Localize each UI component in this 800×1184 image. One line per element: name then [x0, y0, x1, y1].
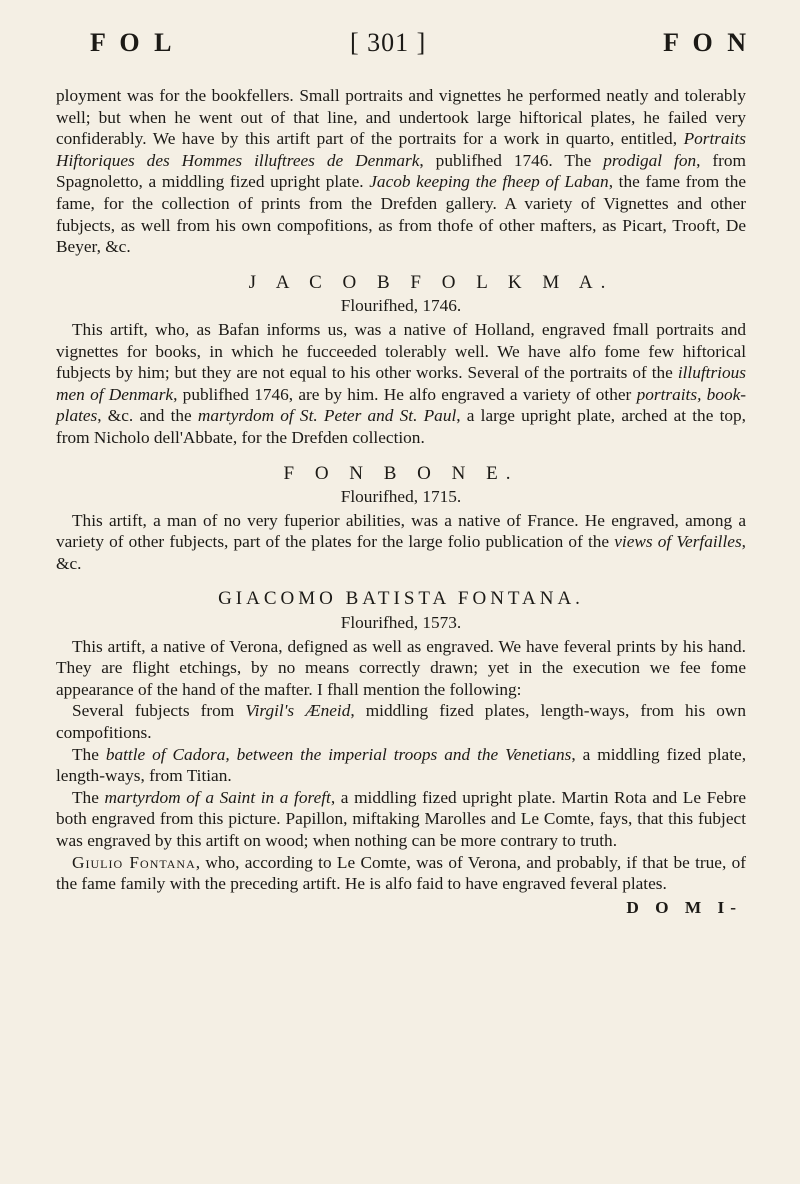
entry-text-fontana-1: This artift, a native of Verona, defigned as well as engraved. We have feveral prints by his hand. They are flight etchings, by no means correctly drawn; yet in the execution we fee fome appearance of the hand of the mafter. I fhall mention the following: — [56, 636, 746, 699]
entry-heading-fontana: GIACOMO BATISTA FONTANA. — [218, 588, 584, 610]
running-header — [90, 28, 750, 68]
entry-text-folkma: This artift, who, as Bafan informs us, was a native of Holland, engraved fmall portraits and vignettes for books, in which he fucceeded tolerably well. We have alfo fome few hiftorical fubjects by him; but they are not equal to his other works. Several of the portraits of the illuftrious men of Denmark, publifhed 1746, are by him. He alfo engraved a variety of other portraits, book-plates, &c. and the martyrdom of St. Peter and St. Paul, a large upright plate, arched at the top, from Nicholo dell'Abbate, for the Drefden collection. — [56, 319, 747, 447]
entry-text-giulio-fontana: Giulio Fontana, who, according to Le Comte, was of Verona, and probably, if that be true, of the fame family with the preceding artift. He is alfo faid to have engraved feveral plates. — [56, 852, 746, 894]
page-number: [ 301 ] — [350, 28, 427, 57]
flourished-folkma: Flourifhed, 1746. — [340, 296, 462, 316]
intro-paragraph: ployment was for the bookfellers. Small portraits and vignettes he performed neatly and tolerably well; but when he went out of that line, and undertook large hiftorical plates, he failed very confiderably. We have by this artift part of the portraits for a work in quarto, entitled, Portraits Hiftoriques des Hommes illuftrees de Denmark, publifhed 1746. The prodigal fon, from Spagnoletto, a middling fized upright plate. Jacob keeping the fheep of Laban, the fame from the fame, for the collection of prints from the Drefden gallery. A variety of Vignettes and other fubjects, as well from his own compofitions, as from thofe of other mafters, as Picart, Trooft, De Beyer, &c. — [56, 86, 747, 257]
entry-heading-fonbone: F O N B O N E. — [283, 462, 519, 484]
header-right: F O N — [663, 28, 750, 57]
body-text — [56, 85, 746, 918]
entry-heading-folkma: J A C O B F O L K M A. — [248, 271, 614, 293]
entry-text-fontana-2: Several fubjects from Virgil's Æneid, middling fized plates, length-ways, from his own compofitions. — [56, 701, 747, 743]
catchword: D O M I- — [626, 897, 742, 917]
entry-text-fonbone: This artift, a man of no very fuperior abilities, was a native of France. He engraved, among a variety of other fubjects, part of the plates for the large folio publication of the views of Verfailles, &c. — [56, 510, 746, 573]
header-left: F O L — [90, 28, 176, 57]
entry-text-fontana-4: The martyrdom of a Saint in a foreft, a middling fized upright plate. Martin Rota and Le Febre both engraved from this picture. Papillon, miftaking Marolles and Le Comte, fays, that this fubject was engraved by this artift on wood; when nothing can be more contrary to truth. — [56, 787, 746, 850]
flourished-fonbone: Flourifhed, 1715. — [340, 487, 462, 507]
flourished-fontana: Flourifhed, 1573. — [340, 613, 462, 633]
entry-text-fontana-3: The battle of Cadora, between the imperial troops and the Venetians, a middling fized plate, length-ways, from Titian. — [56, 744, 747, 786]
